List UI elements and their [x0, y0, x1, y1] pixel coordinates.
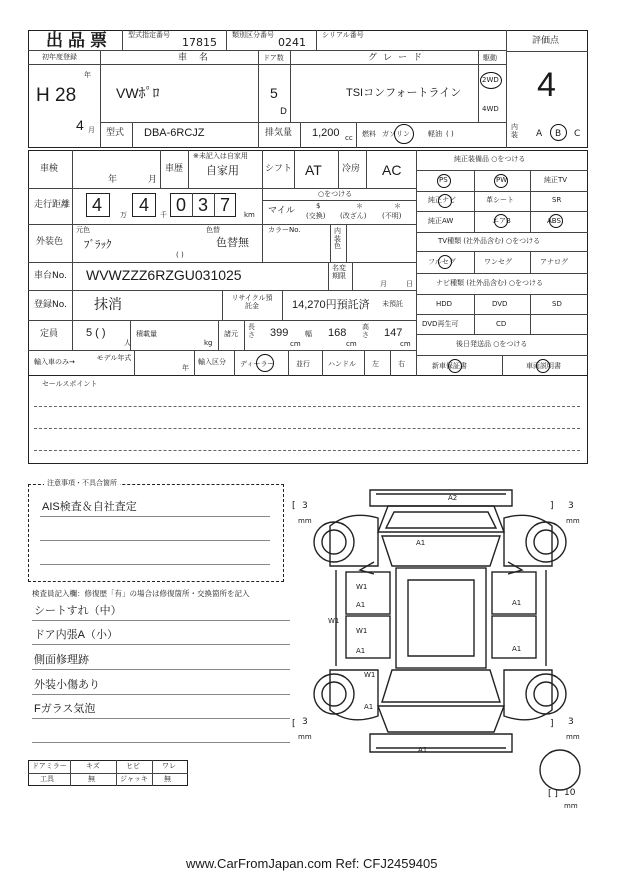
docs-warranty-circle	[448, 359, 462, 373]
doors-value: 5	[270, 85, 278, 101]
dmg-label-5: A1	[356, 601, 366, 609]
name-change-label: 名変期限	[332, 264, 346, 280]
grade-label: グレード	[368, 53, 429, 63]
color-value: ﾌﾞﾗｯｸ	[84, 239, 112, 251]
dims-label: 諸元	[224, 330, 238, 338]
navi-dvd-play: DVD再生可	[422, 320, 459, 328]
load-label: 積載量	[136, 330, 157, 338]
vin-value: WVWZZZ6RZGU031025	[86, 267, 242, 283]
interior-b: B	[555, 129, 562, 139]
usage-label: 車歴	[165, 164, 184, 174]
note-3: 側面修理跡	[34, 654, 89, 666]
recycle-label: リサイクル預託金	[231, 294, 273, 311]
reg-label: 登録No.	[34, 300, 67, 310]
handle-right: 右	[398, 360, 405, 368]
tire-rr: 3	[568, 717, 574, 727]
recycle-value: 14,270円預託済	[292, 299, 370, 311]
parallel-option: 並行	[296, 360, 310, 368]
length-cm: cm	[290, 340, 301, 348]
mileage-digit-1: 4	[92, 195, 103, 215]
height-cm: cm	[400, 340, 411, 348]
fuel-label: 燃料	[362, 130, 376, 138]
dmg-label-6: W1	[356, 627, 368, 635]
notes-title: 注意事項・不具合箇所	[44, 480, 120, 487]
model-year-unit: 年	[182, 364, 189, 372]
dmg-label-9: A1	[364, 703, 374, 711]
doors-label: ドア数	[263, 54, 284, 62]
svg-text:[ ]: [ ]	[548, 789, 558, 799]
first-reg-year: H 28	[36, 85, 77, 106]
equip-abs: ABS	[547, 217, 561, 225]
shift-value: AT	[305, 162, 322, 178]
shaken-label: 車検	[40, 164, 59, 174]
tire-rr-mm: mm	[566, 733, 580, 741]
equip-ps-circle	[437, 174, 451, 188]
equip-navi-circle	[438, 194, 452, 208]
load-unit: kg	[204, 339, 213, 347]
mile-label: マイル	[268, 206, 295, 216]
dmg-label-1: A2	[448, 494, 458, 502]
capacity-unit: 人	[124, 339, 131, 347]
tv-fullseg-circle	[438, 255, 452, 269]
equip-sr: SR	[552, 196, 562, 204]
equip-abs-circle	[549, 214, 563, 228]
capacity-value: 5 ( )	[86, 327, 106, 339]
ais-note: AIS検査＆自社査定	[42, 501, 137, 513]
first-reg-month: 4	[76, 117, 84, 133]
equip-leather: 革シート	[486, 196, 514, 204]
score-value: 4	[537, 66, 556, 104]
dmg-label-3: W1	[356, 583, 368, 591]
legend-h3: ヒビ	[126, 762, 140, 770]
equip-airbag: エアB	[492, 217, 511, 225]
legend-h4: ワレ	[162, 762, 176, 770]
mileage-digit-3: 0	[176, 195, 187, 215]
length-label: 長さ	[248, 323, 255, 339]
mileage-digit-2: 4	[139, 195, 150, 215]
unknown-b: (不明)	[382, 212, 402, 220]
equip-pw: PW	[496, 176, 508, 184]
interior-a: A	[536, 129, 543, 139]
tv-title: TV種類 (社外品含む) ○をつける	[438, 237, 541, 245]
legend-h2: キズ	[86, 762, 100, 770]
import-cat-label: 輸入区分	[198, 358, 226, 366]
month-suffix: 月	[88, 126, 95, 134]
width-cm: cm	[346, 340, 357, 348]
mileage-digit-4: 3	[198, 195, 209, 215]
capacity-label: 定員	[40, 329, 59, 339]
mileage-man: 万	[120, 211, 127, 219]
docs-warranty: 新車保証書	[432, 362, 467, 370]
dmg-label-4: W1	[328, 617, 340, 625]
score-label: 評価点	[532, 36, 560, 46]
mileage-circle-note: ○をつける	[318, 190, 353, 198]
docs-manual: 車両説明書	[526, 362, 561, 370]
navi-title: ナビ種類 (社外品含む) ○をつける	[436, 279, 544, 287]
displacement-label: 排気量	[265, 128, 293, 138]
recycle-no: 未預託	[382, 300, 403, 308]
mileage-label: 走行距離	[34, 200, 71, 210]
docs-title: 後日発送品 ○をつける	[456, 340, 528, 348]
displacement-value: 1,200	[312, 127, 340, 139]
dmg-label-7: A1	[356, 647, 366, 655]
shift-label: シフト	[265, 164, 293, 174]
svg-text:[: [	[292, 501, 296, 511]
unknown-a: ＊	[394, 202, 401, 210]
sales-point-label: セールスポイント	[42, 380, 98, 388]
dmg-label-8: W1	[364, 671, 376, 679]
fuel-circle	[394, 124, 414, 144]
mileage-digit-5: 7	[220, 195, 231, 215]
tire-fl: 3	[302, 501, 308, 511]
tire-fr: 3	[568, 501, 574, 511]
svg-text:[: [	[292, 719, 296, 729]
width-value: 168	[328, 327, 347, 339]
sheet-title: 出品票	[46, 31, 112, 51]
model-year-label: モデル年式	[96, 354, 132, 362]
door-type: D	[280, 107, 287, 117]
notes-box	[28, 484, 284, 582]
dollar-a: $	[316, 202, 321, 210]
paint-value: 色替無	[216, 237, 249, 249]
shaken-year: 年	[108, 175, 118, 185]
height-label: 高さ	[362, 323, 369, 339]
fuel-diesel: 軽油	[428, 130, 442, 138]
model-code-label: 型式	[106, 128, 125, 138]
note-2: ドア内張A（小）	[34, 629, 119, 641]
shaken-month: 月	[148, 175, 158, 185]
import-label: 輸入車のみ→	[34, 358, 75, 366]
equip-airbag-circle	[494, 214, 508, 228]
legend-v3: ジャッキ	[120, 775, 148, 783]
km-unit: km	[244, 211, 255, 219]
dmg-label-2: A1	[416, 539, 426, 547]
navi-dvd: DVD	[492, 300, 508, 308]
car-name-label: 車名	[178, 53, 221, 63]
note-5: Fガラス気泡	[34, 703, 96, 715]
name-change-month: 月	[380, 280, 387, 288]
dollar-b: (交換)	[306, 212, 326, 220]
category-label: 類別区分番号	[232, 31, 274, 39]
year-suffix: 年	[84, 71, 91, 79]
navi-sd: SD	[552, 300, 562, 308]
car-name-value: VWﾎﾟﾛ	[116, 85, 160, 101]
width-label: 幅	[305, 330, 312, 338]
equip-navi: 純正ナビ	[428, 196, 456, 204]
handle-left: 左	[372, 360, 379, 368]
tv-analog: アナログ	[540, 258, 568, 266]
tire-rl: 3	[302, 717, 308, 727]
equip-pw-circle	[494, 174, 508, 188]
ac-value: AC	[382, 162, 402, 178]
cc-unit: cc	[345, 134, 353, 142]
model-cert-label: 型式指定番号	[128, 31, 170, 39]
interior-color-label: 内装色	[334, 227, 341, 251]
drive-label: 駆動	[483, 54, 497, 62]
model-code-value: DBA-6RCJZ	[144, 127, 205, 139]
tire-spare: 10	[564, 788, 576, 798]
mileage-sen: 千	[160, 211, 167, 219]
legend-v2: 無	[88, 775, 95, 783]
paint-label: 色替	[206, 226, 220, 234]
tire-rl-mm: mm	[298, 733, 312, 741]
fuel-gasoline: ガソリン	[382, 130, 410, 138]
reg-value: 抹消	[94, 296, 122, 312]
color-label: 外装色	[36, 237, 64, 247]
legend-v1: 工具	[40, 775, 54, 783]
navi-cd: CD	[496, 320, 507, 328]
navi-hdd: HDD	[436, 300, 453, 308]
tire-fr-mm: mm	[566, 517, 580, 525]
tamper-a: ＊	[356, 202, 363, 210]
model-cert-value: 17815	[182, 36, 217, 49]
drive-2wd-circle	[480, 72, 502, 89]
interior-c: C	[574, 129, 581, 139]
category-value: 0241	[278, 36, 306, 49]
handle-label: ハンドル	[328, 360, 356, 368]
drive-4wd: 4WD	[482, 105, 499, 113]
usage-value: 自家用	[206, 165, 239, 177]
svg-text:]: ]	[550, 719, 554, 729]
color-no-label: カラーNo.	[268, 226, 301, 234]
orig-color-label: 元色	[76, 226, 90, 234]
paint-paren: ( )	[176, 251, 184, 259]
dealer-circle	[256, 354, 274, 372]
ac-label: 冷房	[342, 164, 361, 174]
fuel-paren: ( )	[446, 130, 454, 138]
equip-aw: 純正AW	[428, 217, 454, 225]
equip-tv: 純正TV	[544, 176, 568, 184]
interior-b-circle	[550, 124, 567, 141]
footer-ref: www.CarFromJapan.com Ref: CFJ2459405	[186, 856, 438, 871]
length-value: 399	[270, 327, 289, 339]
tv-oneseg: ワンセグ	[484, 258, 512, 266]
dealer-option: ディーラー	[240, 360, 275, 368]
usage-note: ※未記入は自家用	[193, 152, 248, 160]
equip-ps: PS	[439, 176, 448, 184]
dmg-label-11: A1	[512, 645, 522, 653]
tire-spare-mm: mm	[564, 802, 578, 810]
serial-label: シリアル番号	[322, 31, 364, 39]
grade-value: TSIコンフォートライン	[346, 87, 462, 99]
first-reg-label: 初年度登録	[42, 53, 77, 61]
tire-fl-mm: mm	[298, 517, 312, 525]
legend-v4: 無	[164, 775, 171, 783]
note-1: シートすれ（中）	[34, 605, 122, 617]
car-damage-diagram	[290, 470, 590, 810]
dmg-label-10: A1	[512, 599, 522, 607]
dmg-label-12: A1	[418, 746, 428, 754]
legend-h1: ドアミラー	[32, 762, 67, 770]
interior-label: 内装	[511, 123, 518, 139]
inspector-note: 検査員記入欄：修復歴「有」の場合は修復箇所・交換箇所を記入	[32, 589, 250, 598]
svg-text:]: ]	[550, 501, 554, 511]
docs-manual-circle	[536, 359, 550, 373]
equip-title: 純正装備品 ○をつける	[454, 155, 526, 163]
tamper-b: (改ざん)	[340, 212, 367, 220]
vin-label: 車台No.	[34, 271, 67, 281]
tv-fullseg: フルセグ	[428, 258, 456, 266]
name-change-day: 日	[406, 280, 413, 288]
drive-2wd: 2WD	[482, 76, 499, 84]
note-4: 外装小傷あり	[34, 679, 100, 691]
height-value: 147	[384, 327, 403, 339]
